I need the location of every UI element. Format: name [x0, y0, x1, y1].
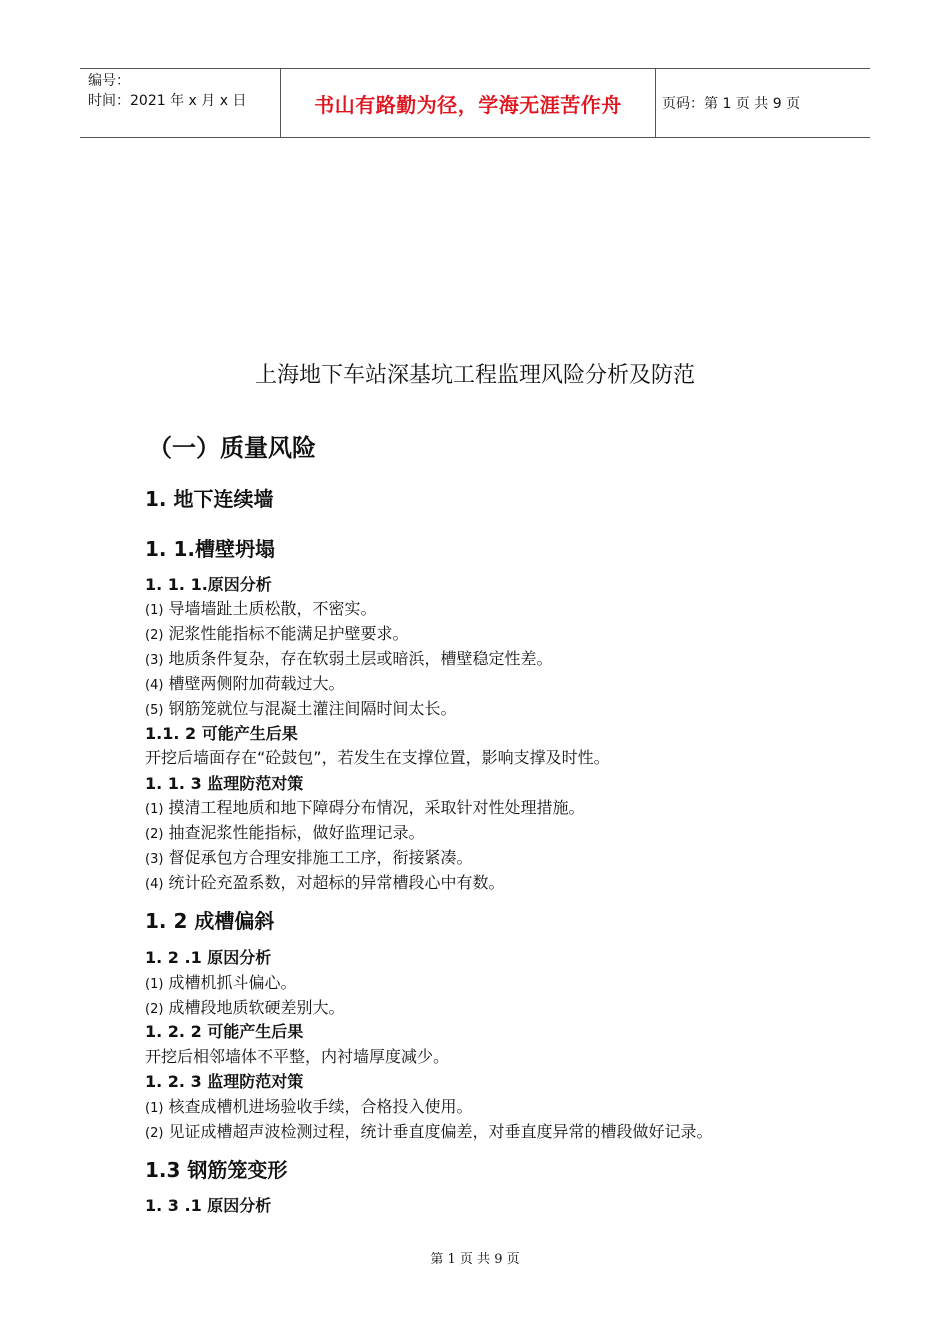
document-time-label: 时间：2021 年 x 月 x 日: [88, 93, 247, 109]
list-item: [145, 870, 505, 893]
heading-1-3-1: 1. 3 .1 原因分析: [145, 1196, 272, 1215]
list-item-number: (2): [145, 1002, 164, 1017]
heading-1-1-3: 1. 1. 3 监理防范对策: [145, 774, 304, 793]
list-item-number: (2): [145, 1126, 164, 1141]
list-item: [145, 995, 345, 1018]
list-item: [145, 596, 377, 619]
list-item-number: (4): [145, 877, 164, 892]
list-item-text: 槽壁两侧附加荷载过大。: [168, 674, 345, 693]
list-item-text: 地质条件复杂，存在软弱土层或暗浜，槽壁稳定性差。: [168, 649, 553, 668]
list-item-text: 见证成槽超声波检测过程，统计垂直度偏差，对垂直度异常的槽段做好记录。: [168, 1122, 713, 1141]
heading-1-1-1: 1. 1. 1.原因分析: [145, 575, 272, 594]
list-item-text: 抽查泥浆性能指标，做好监理记录。: [168, 823, 425, 842]
page-header: [80, 68, 870, 138]
list-item: [145, 646, 553, 669]
list-item: [145, 1119, 713, 1142]
list-item-text: 泥浆性能指标不能满足护壁要求。: [168, 624, 409, 643]
list-item-number: (1): [145, 977, 164, 992]
list-item-number: (2): [145, 827, 164, 842]
list-item-text: 统计砼充盈系数，对超标的异常槽段心中有数。: [168, 873, 505, 892]
list-item: [145, 820, 425, 843]
heading-1-2-1: 1. 2 .1 原因分析: [145, 948, 272, 967]
list-item-number: (3): [145, 852, 164, 867]
heading-1-2-2: 1. 2. 2 可能产生后果: [145, 1022, 304, 1041]
list-item-number: (1): [145, 802, 164, 817]
list-item: [145, 621, 409, 644]
heading-1-1: 1. 1.槽壁坍塌: [145, 537, 275, 561]
list-item: [145, 696, 457, 719]
list-item-number: (3): [145, 653, 164, 668]
list-item: [145, 671, 345, 694]
list-item-number: (4): [145, 678, 164, 693]
page-footer: 第 1 页 共 9 页: [430, 1252, 520, 1267]
list-item-number: (1): [145, 1101, 164, 1116]
list-item-text: 成槽段地质软硬差别大。: [168, 998, 345, 1017]
list-item: [145, 1094, 473, 1117]
list-item-text: 摸清工程地质和地下障碍分布情况，采取针对性处理措施。: [168, 798, 585, 817]
heading-1-1-2: 1.1. 2 可能产生后果: [145, 724, 298, 743]
heading-1: 1. 地下连续墙: [145, 487, 274, 511]
list-item: [145, 795, 585, 818]
list-item: [145, 970, 297, 993]
list-item-text: 成槽机抓斗偏心。: [168, 973, 297, 992]
list-item-text: 钢筋笼就位与混凝土灌注间隔时间太长。: [168, 699, 457, 718]
heading-1-2: 1. 2 成槽偏斜: [145, 909, 275, 933]
header-motto: 书山有路勤为径，学海无涯苦作舟: [280, 69, 656, 137]
paragraph: 开挖后墙面存在“砼鼓包”，若发生在支撑位置，影响支撑及时性。: [145, 748, 610, 767]
document-number-label: 编号：: [88, 73, 130, 89]
list-item-number: (1): [145, 603, 164, 618]
section-heading: （一）质量风险: [148, 434, 316, 462]
paragraph: 开挖后相邻墙体不平整，内衬墙厚度减少。: [145, 1047, 450, 1066]
header-meta: [80, 69, 280, 137]
list-item-number: (2): [145, 628, 164, 643]
list-item-text: 核查成槽机进场验收手续，合格投入使用。: [168, 1097, 473, 1116]
list-item-text: 导墙墙趾土质松散，不密实。: [168, 599, 377, 618]
list-item-text: 督促承包方合理安排施工工序，衔接紧凑。: [168, 848, 473, 867]
list-item-number: (5): [145, 703, 164, 718]
document-title: 上海地下车站深基坑工程监理风险分析及防范: [254, 363, 695, 388]
heading-1-2-3: 1. 2. 3 监理防范对策: [145, 1072, 304, 1091]
header-page-label: 页码：第 1 页 共 9 页: [662, 96, 801, 112]
heading-1-3: 1.3 钢筋笼变形: [145, 1158, 288, 1182]
list-item: [145, 845, 473, 868]
